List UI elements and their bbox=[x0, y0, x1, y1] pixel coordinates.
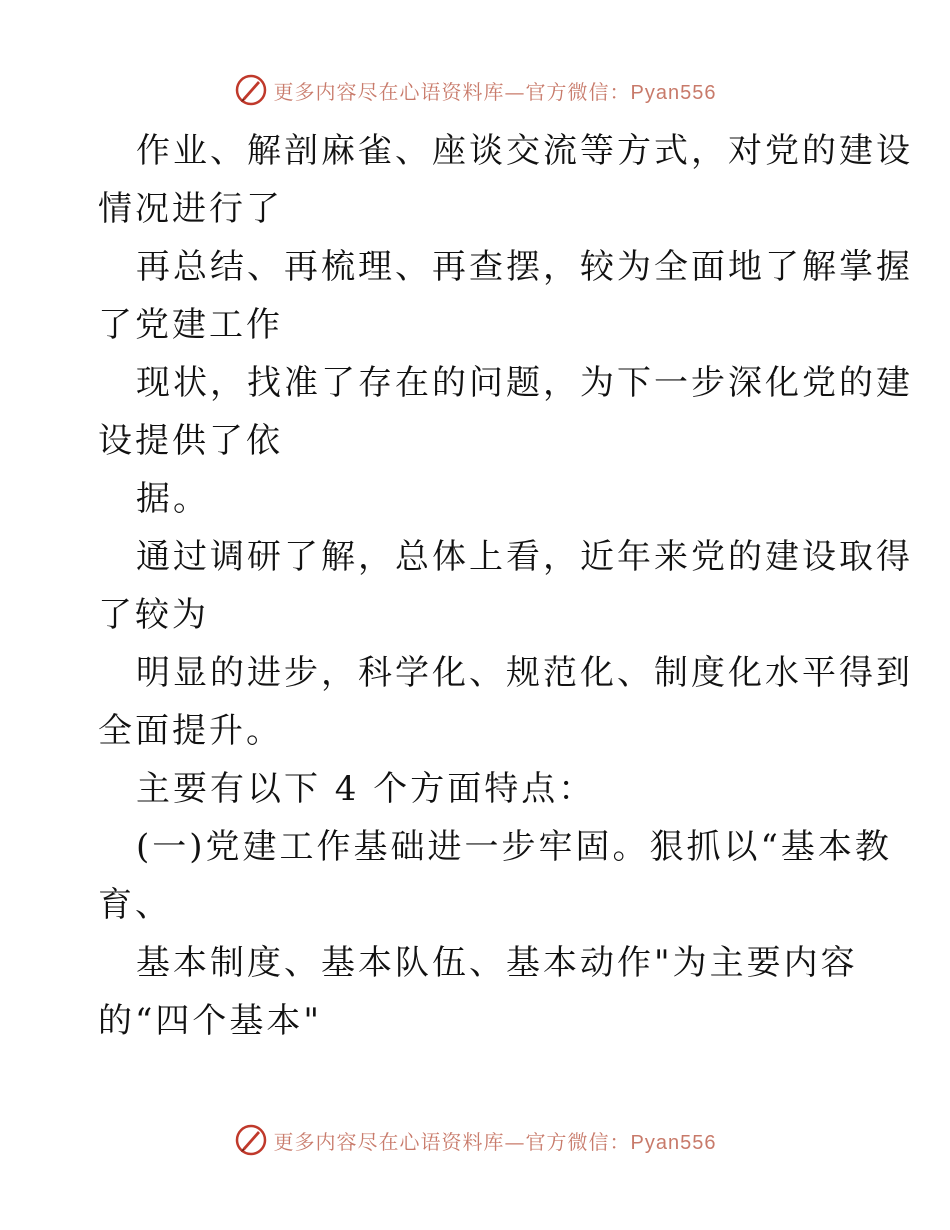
quill-logo-icon bbox=[234, 1123, 268, 1157]
watermark-id: Pyan556 bbox=[630, 1131, 717, 1154]
paragraph bbox=[98, 528, 913, 644]
paragraph-line: 作业、解剖麻雀、座谈交流等方式，对党的建设 bbox=[136, 131, 913, 171]
paragraph-line: 情况进行了 bbox=[98, 189, 283, 229]
paragraph bbox=[98, 760, 858, 818]
watermark-text: 更多内容尽在心语资料库—官方微信： bbox=[273, 1129, 631, 1154]
watermark-id: Pyan556 bbox=[630, 81, 717, 104]
paragraph-line: 再总结、再梳理、再查摆，较为全面地了解掌握 bbox=[136, 247, 913, 287]
paragraph-line: (一)党建工作基础进一步牢固。狠抓以“基本教 bbox=[136, 827, 892, 867]
paragraph-line: 现状，找准了存在的问题，为下一步深化党的建 bbox=[136, 363, 913, 403]
paragraph-line: 了较为 bbox=[98, 595, 209, 635]
paragraph-line: 育、 bbox=[98, 885, 172, 925]
paragraph-line: 据。 bbox=[136, 479, 210, 519]
quill-logo-icon bbox=[234, 73, 268, 107]
paragraph-line: 了党建工作 bbox=[98, 305, 283, 345]
paragraph bbox=[98, 238, 913, 354]
paragraph-line: 主要有以下 4 个方面特点： bbox=[136, 769, 596, 809]
paragraph bbox=[98, 354, 913, 470]
document-body bbox=[98, 122, 913, 1050]
paragraph bbox=[98, 470, 858, 528]
paragraph-line: 明显的进步，科学化、规范化、制度化水平得到 bbox=[136, 653, 913, 693]
paragraph-line: 通过调研了解，总体上看，近年来党的建设取得 bbox=[136, 537, 913, 577]
paragraph bbox=[98, 644, 913, 760]
watermark-text: 更多内容尽在心语资料库—官方微信： bbox=[273, 79, 631, 104]
paragraph bbox=[98, 934, 858, 1050]
paragraph bbox=[98, 818, 892, 934]
footer-watermark bbox=[0, 1120, 950, 1160]
paragraph-line: 设提供了依 bbox=[98, 421, 283, 461]
paragraph-line: 全面提升。 bbox=[98, 711, 283, 751]
paragraph-line: 基本制度、基本队伍、基本动作"为主要内容 bbox=[136, 943, 858, 983]
paragraph bbox=[98, 122, 913, 238]
paragraph-line: 的“四个基本" bbox=[98, 1001, 323, 1041]
header-watermark bbox=[0, 70, 950, 110]
